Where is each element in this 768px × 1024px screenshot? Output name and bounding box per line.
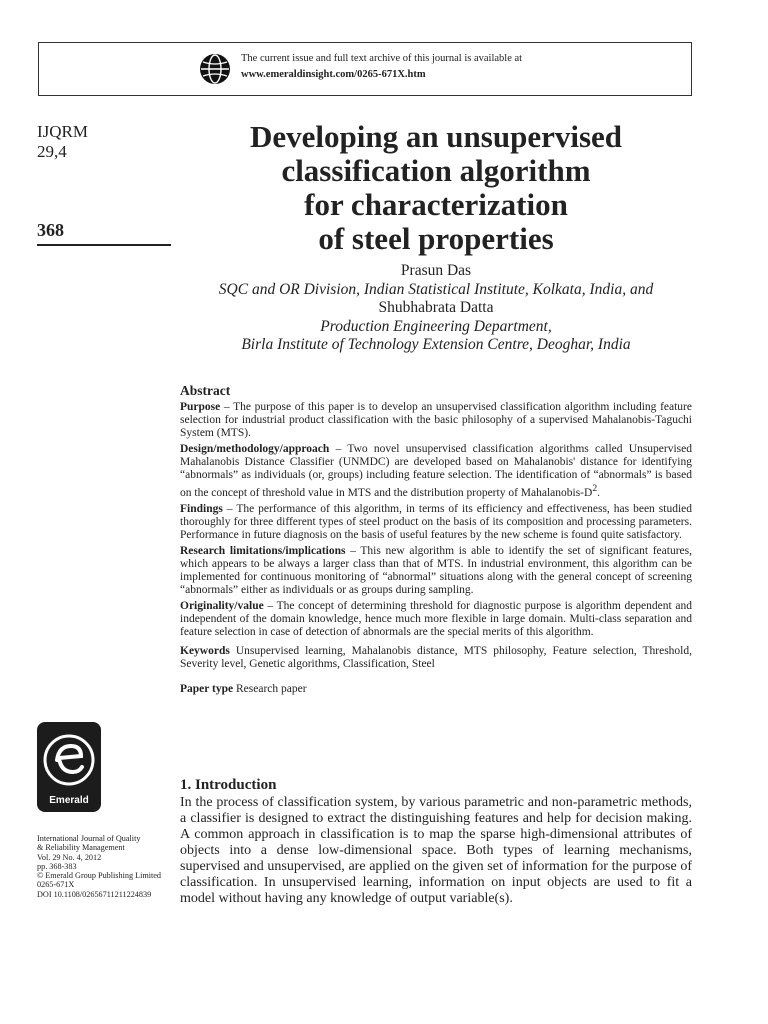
paper-type [180, 683, 692, 696]
author-affiliation: Birla Institute of Technology Extension Centre, Deoghar, India [241, 336, 631, 353]
title-line: of steel properties [318, 221, 554, 256]
divider [37, 244, 171, 246]
abstract-research-limitations [180, 545, 692, 597]
logo-label: Emerald [49, 795, 89, 806]
abstract-heading: Abstract [180, 383, 231, 398]
superscript: 2 [592, 483, 598, 494]
author-name: Prasun Das [400, 262, 472, 279]
author-affiliation: SQC and OR Division, Indian Statistical Institute, Kolkata, India, and [218, 280, 654, 298]
section-text: Unsupervised learning, Mahalanobis distance, MTS philosophy, Feature selection, Threshold, Severity level, Genetic algorithms, Classification, Steel [180, 644, 692, 670]
journal-archive-notice [38, 42, 692, 96]
emerald-logo-icon [37, 726, 101, 796]
author-name: Shubhabrata Datta [378, 299, 494, 316]
title-line: classification algorithm [281, 153, 591, 188]
section-text: – The performance of this algorithm, in terms of its efficiency and effectiveness, has been studied thoroughly for three different types of steel product on the basis of its composition and processing parameters. Performance in future diagnosis on the basis of useful features by the new scheme is found quite satisfactory. [180, 502, 692, 541]
section-text: – The purpose of this paper is to develop an unsupervised classification algorithm including feature selection for industrial product classification with the basic philosophy of a supervised Mahalanobis-Taguchi System (MTS). [180, 401, 692, 439]
archive-url-link[interactable]: www.emeraldinsight.com/0265-671X.htm [241, 69, 426, 80]
introduction [180, 777, 692, 907]
citation-line: Vol. 29 No. 4, 2012 [37, 852, 102, 862]
journal-abbrev: IJQRM [37, 122, 89, 141]
journal-volume: 29,4 [37, 142, 67, 161]
section-text: – This new algorithm is able to identify the set of significant features, which appears to be always a larger class than that of MTS. In industrial environment, this algorithm can be implemented for continuous monitoring of “abnormal” situations along with the general concept of screening “abnormals” either as individuals or as groups during sampling. [180, 544, 692, 596]
archive-notice-text: The current issue and full text archive of this journal is available at [241, 53, 523, 64]
section-heading: 1. Introduction [180, 777, 277, 793]
citation-line: pp. 368-383 [37, 861, 77, 871]
section-label: Research limitations/implications [180, 544, 346, 557]
section-text-end: . [597, 486, 600, 499]
title-line: for characterization [304, 187, 568, 222]
globe-icon [199, 53, 231, 85]
emerald-logo [37, 722, 101, 812]
author-block [180, 262, 692, 355]
section-label: Paper type [180, 682, 234, 695]
abstract [180, 384, 692, 699]
section-label: Findings [180, 502, 223, 515]
paper-title [180, 120, 692, 256]
section-label: Keywords [180, 644, 230, 657]
journal-id [37, 122, 88, 162]
abstract-purpose [180, 401, 692, 440]
section-label: Design/methodology/approach [180, 443, 330, 455]
section-label: Purpose [180, 401, 221, 413]
citation-line: 0265-671X [37, 880, 75, 890]
section-text: Research paper [233, 682, 307, 695]
author-affiliation: Production Engineering Department, [320, 317, 552, 335]
intro-paragraph: In the process of classification system, by various parametric and non-parametric methods, a classifier is designed to extract the distinguishing features and help for decision making. A common approach in classification is to map the sparse high-dimensional attributes of objects into a dense low-dimensional space. Both types of learning mechanisms, supervised and unsupervised, are applied on the given set of information for the purpose of classification. In unsupervised learning, information on input objects are used to fit a model without having any knowledge of output variable(s). [180, 795, 692, 906]
section-text: – Two novel unsupervised classification algorithms called Unsupervised Mahalanobis Distance Classifier (UNMDC) are developed based on Mahalanobis' distance for identifying “abnormals” as individuals (or, groups) including feature selection. The identification of “abnormals” is based on the concept of threshold value in MTS and the distribution property of Mahalanobis-D [180, 443, 692, 499]
abstract-design [180, 443, 692, 500]
citation-line: DOI 10.1108/02656711211224839 [37, 889, 152, 899]
citation-line: International Journal of Quality [37, 834, 141, 843]
keywords [180, 645, 692, 671]
page-number: 368 [37, 220, 64, 240]
section-text: – The concept of determining threshold for diagnostic purpose is algorithm dependent and independent of the domain knowledge, hence much more flexible in large domain. Multi-class separation and feature selection in case of detection of abnormals are the special merits of this algorithm. [180, 599, 692, 638]
citation-line: & Reliability Management [37, 843, 125, 853]
abstract-originality [180, 600, 692, 639]
abstract-findings [180, 503, 692, 542]
title-line: Developing an unsupervised [249, 119, 623, 154]
section-label: Originality/value [180, 599, 264, 612]
citation-info [37, 834, 177, 899]
citation-line: © Emerald Group Publishing Limited [37, 871, 162, 881]
